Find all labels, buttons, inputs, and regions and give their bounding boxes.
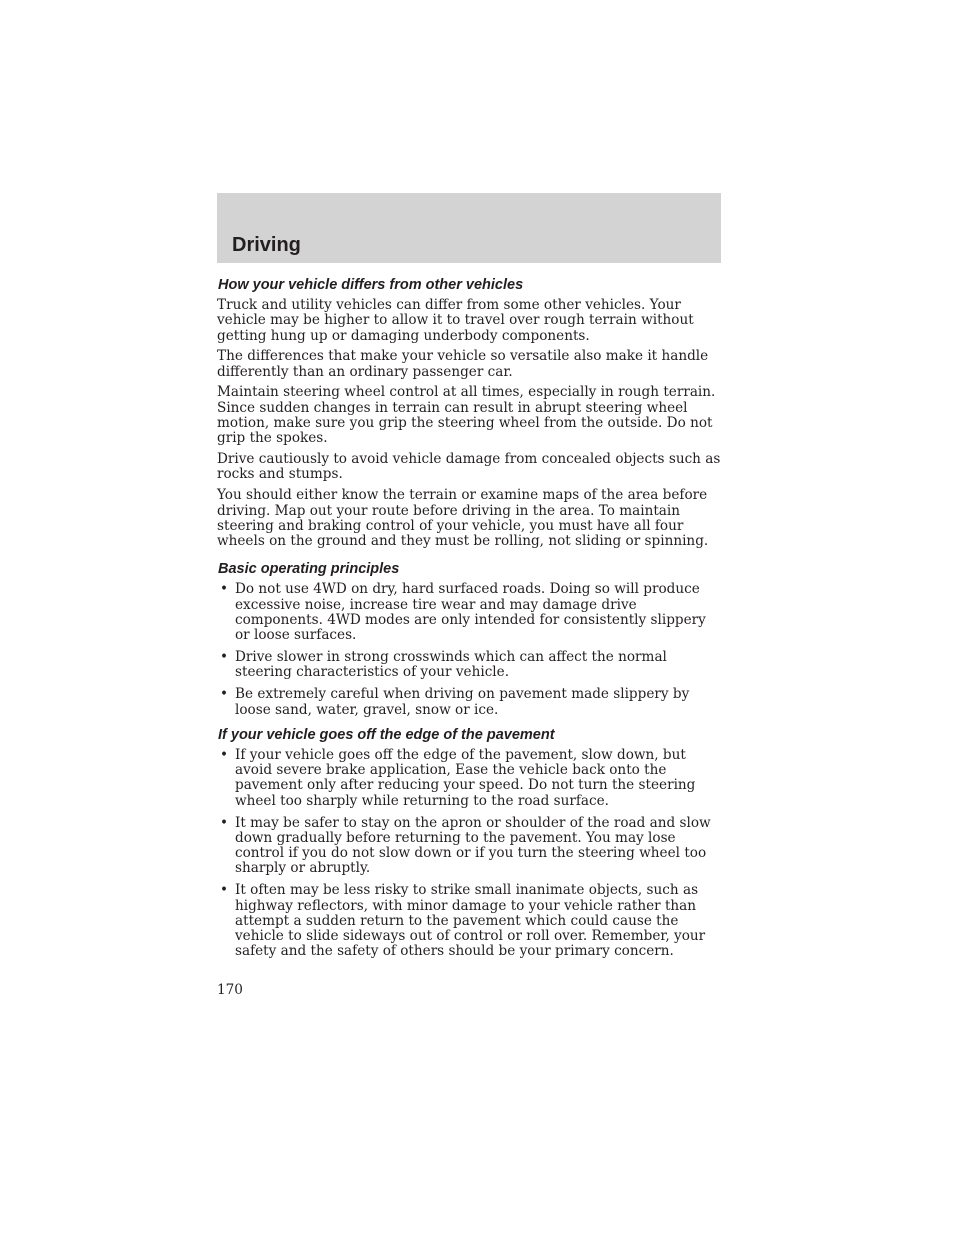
section-heading: If your vehicle goes off the edge of the pavement [218,726,555,743]
bullet-icon: • [220,581,229,598]
paragraph: The differences that make your vehicle so versatile also make it handle differently than an ordinary passenger car. [217,348,709,380]
bullet-icon: • [220,882,229,899]
list-item [217,748,723,809]
list-item-text: It often may be less risky to strike small inanimate objects, such as highway reflectors, with minor damage to your vehicle rather than attempt a sudden return to the pavement which could cause the vehicle to slide sideways out of control or roll over. Remember, your safety and the safety of others should be your primary concern. [235,882,706,960]
section-basic-operating-principles [217,560,723,717]
list-item-text: Drive slower in strong crosswinds which can affect the normal steering characteristics of your vehicle. [235,649,667,681]
page-number: 170 [217,982,243,998]
bullet-list [217,748,723,960]
paragraph: Maintain steering wheel control at all times, especially in rough terrain. Since sudden changes in terrain can result in abrupt steering wheel motion, make sure you grip the steering wheel from the outside. Do not grip the spokes. [217,384,716,447]
list-item [217,650,723,681]
list-item [217,883,723,959]
paragraph: Drive cautiously to avoid vehicle damage from concealed objects such as rocks and stumps. [217,451,721,483]
list-item-text: If your vehicle goes off the edge of the pavement, slow down, but avoid severe brake application, Ease the vehicle back onto the pavement only after reducing your speed. Do not turn the steering wheel too sharply while returning to the road surface. [235,746,696,809]
paragraph: Truck and utility vehicles can differ from some other vehicles. Your vehicle may be higher to allow it to travel over rough terrain without getting hung up or damaging underbody components. [217,297,694,344]
bullet-icon: • [220,746,229,763]
section-heading: How your vehicle differs from other vehicles [218,277,524,293]
section-off-pavement [217,726,723,960]
list-item-text: It may be safer to stay on the apron or shoulder of the road and slow down gradually before returning to the pavement. You may lose control if you do not slow down or if you turn the steering wheel too sharply or abruptly. [235,814,711,877]
section-vehicle-differences [217,276,723,549]
list-item-text: Be extremely careful when driving on pavement made slippery by loose sand, water, gravel, snow or ice. [235,686,690,718]
section-heading: Basic operating principles [218,561,400,578]
chapter-title: Driving [232,234,301,256]
bullet-icon: • [220,649,229,666]
chapter-header-band [217,193,721,263]
list-item [217,582,723,643]
list-item [217,816,723,877]
list-item-text: Do not use 4WD on dry, hard surfaced roads. Doing so will produce excessive noise, increase tire wear and may damage drive components. 4WD modes are only intended for consistently slippery or loose surfaces. [235,581,706,644]
bullet-icon: • [220,686,229,703]
list-item [217,687,723,718]
bullet-icon: • [220,814,229,831]
paragraph: You should either know the terrain or examine maps of the area before driving. Map out your route before driving in the area. To maintain steering and braking control of your vehicle, you must have all four wheels on the ground and they must be rolling, not sliding or spinning. [217,487,709,550]
bullet-list [217,582,723,717]
page-content [217,276,723,966]
